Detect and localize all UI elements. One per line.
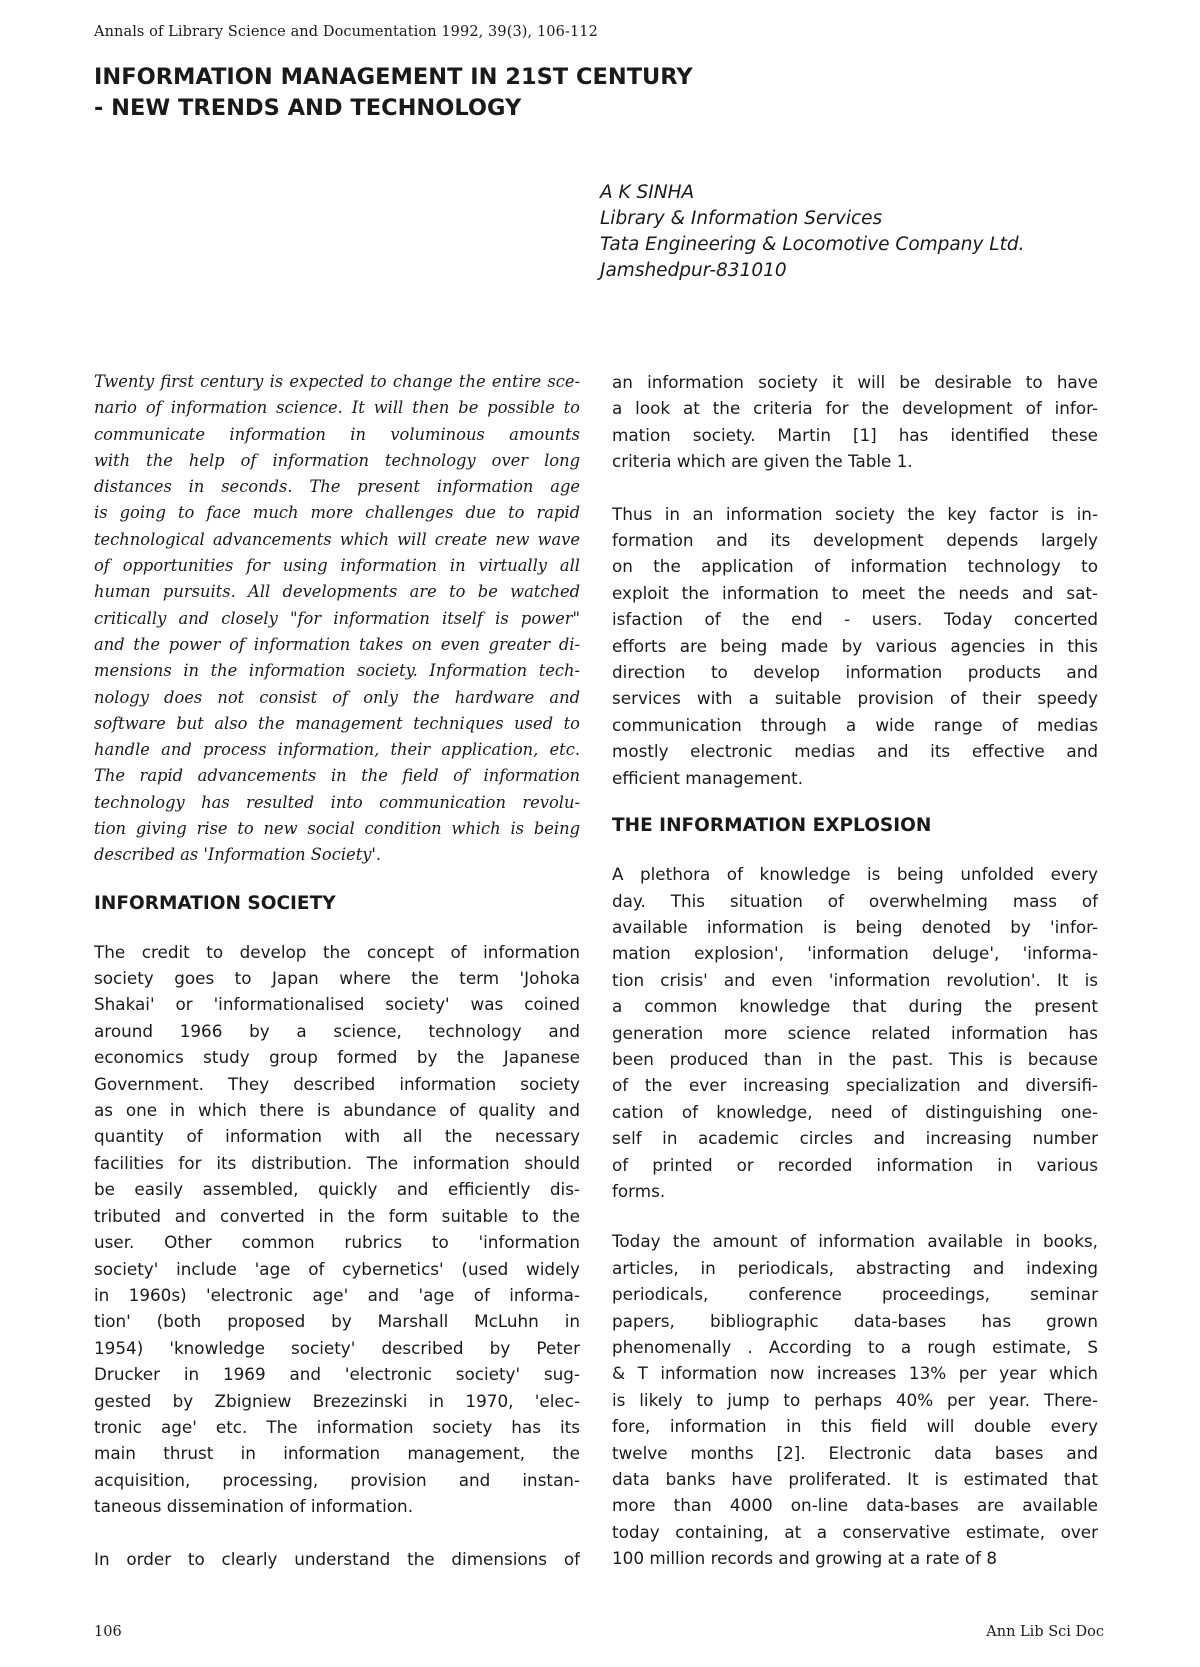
paragraph-line: articles, in periodicals, abstracting and indexing xyxy=(612,1257,1098,1278)
journal-abbreviation: Ann Lib Sci Doc xyxy=(986,1624,1104,1640)
paragraph-plethora xyxy=(612,861,1098,1204)
paragraph-line: nario of information science. It will then be possible to xyxy=(94,398,580,418)
paragraph-line: society goes to Japan where the term 'Johoka xyxy=(94,968,580,989)
paragraph-line: generation more science related information has xyxy=(612,1022,1098,1043)
paragraph-line: mensions in the information society. Information tech- xyxy=(94,661,580,681)
paragraph-line: Shakai' or 'informationalised society' was coined xyxy=(94,994,580,1015)
paragraph-line: services with a suitable provision of their speedy xyxy=(612,688,1098,709)
paragraph-line: of the ever increasing specialization and diversifi- xyxy=(612,1075,1098,1096)
paragraph-line: tion crisis' and even 'information revolution'. It is xyxy=(612,969,1098,990)
paragraph-line: technology has resulted into communication revolu- xyxy=(94,792,580,812)
paragraph-line: more than 4000 on-line data-bases are available xyxy=(612,1495,1098,1516)
paragraph-line: software but also the management techniques used to xyxy=(94,713,580,733)
paragraph-line: mation society. Martin [1] has identified these xyxy=(612,424,1098,445)
paragraph-line: described as 'Information Society'. xyxy=(94,845,382,865)
paragraph-line: human pursuits. All developments are to be watched xyxy=(94,582,580,602)
section-heading-information-society: INFORMATION SOCIETY xyxy=(94,892,336,914)
paragraph-line: Twenty first century is expected to change the entire sce- xyxy=(94,372,580,391)
paragraph-line: distances in seconds. The present information age xyxy=(94,477,580,497)
paragraph-line: communication through a wide range of medias xyxy=(612,714,1098,735)
paragraph-line: with the help of information technology over long xyxy=(94,450,580,470)
paragraph-information-society xyxy=(94,939,580,1520)
paragraph-line: be easily assembled, quickly and efficiently dis- xyxy=(94,1179,580,1200)
paragraph-line: today containing, at a conservative estimate, over xyxy=(612,1521,1098,1542)
paragraph-line: tion' (both proposed by Marshall McLuhn in xyxy=(94,1311,580,1332)
paragraph-line: Today the amount of information available in books, xyxy=(612,1231,1098,1252)
paragraph-line: papers, bibliographic data-bases has grown xyxy=(612,1310,1098,1331)
paragraph-line: fore, information in this field will double every xyxy=(612,1416,1098,1437)
paragraph-line: twelve months [2]. Electronic data bases and xyxy=(612,1442,1098,1463)
paragraph-line: periodicals, conference proceedings, seminar xyxy=(612,1284,1098,1305)
paragraph-line: quantity of information with all the necessary xyxy=(94,1126,580,1147)
paragraph-line: nology does not consist of only the hardware and xyxy=(94,687,580,707)
paragraph-line: Drucker in 1969 and 'electronic society' sug- xyxy=(94,1364,580,1385)
paragraph-line: acquisition, processing, provision and instan- xyxy=(94,1469,580,1490)
author-department: Library & Information Services xyxy=(600,208,883,229)
paragraph-line: Thus in an information society the key factor is in- xyxy=(612,503,1098,524)
paragraph-criteria xyxy=(612,369,1098,475)
paragraph-line: 100 million records and growing at a rate of 8 xyxy=(612,1548,998,1569)
paragraph-line: isfaction of the end - users. Today concerted xyxy=(612,609,1098,630)
paragraph-amount-of-information xyxy=(612,1228,1098,1571)
paragraph-line: of printed or recorded information in various xyxy=(612,1154,1098,1175)
paragraph-line: is going to face much more challenges due to rapid xyxy=(94,503,580,523)
paragraph-line: around 1966 by a science, technology and xyxy=(94,1020,580,1041)
section-heading-information-explosion: THE INFORMATION EXPLOSION xyxy=(612,815,932,837)
paragraph-line: formation and its development depends largely xyxy=(612,530,1098,551)
paragraph-line: The credit to develop the concept of information xyxy=(94,941,580,962)
paragraph-line: of opportunities for using information in virtually all xyxy=(94,556,580,576)
title-line: - NEW TRENDS AND TECHNOLOGY xyxy=(94,95,522,121)
paragraph-line: taneous dissemination of information. xyxy=(94,1496,414,1517)
paragraph-line: tronic age' etc. The information society has its xyxy=(94,1416,580,1437)
paragraph-line: self in academic circles and increasing number xyxy=(612,1128,1098,1149)
paragraph-line: mation explosion', 'information deluge', 'informa- xyxy=(612,943,1098,964)
left-column xyxy=(94,369,580,1572)
paragraph-line: phenomenally . According to a rough estimate, S xyxy=(612,1337,1098,1357)
author-name: A K SINHA xyxy=(600,182,695,203)
paragraph-key-factor xyxy=(612,501,1098,791)
paragraph-line: is likely to jump to perhaps 40% per year. There- xyxy=(612,1389,1098,1410)
paragraph-line: communicate information in voluminous amounts xyxy=(94,424,580,444)
paragraph-line: as one in which there is abundance of quality and xyxy=(94,1100,580,1121)
paragraph-line: day. This situation of overwhelming mass of xyxy=(612,890,1098,911)
paragraph-line: forms. xyxy=(612,1180,666,1201)
paragraph-line: an information society it will be desirable to have xyxy=(612,372,1098,392)
paragraph-line: handle and process information, their application, etc. xyxy=(94,740,580,760)
paragraph-line: Government. They described information society xyxy=(94,1073,580,1094)
paragraph-line: direction to develop information products and xyxy=(612,662,1098,683)
paragraph-line: cation of knowledge, need of distinguishing one- xyxy=(612,1101,1098,1122)
paragraph-line: mostly electronic medias and its effective and xyxy=(612,741,1098,762)
paragraph-line: 1954) 'knowledge society' described by Peter xyxy=(94,1337,580,1358)
running-head: Annals of Library Science and Documentation 1992, 39(3), 106-112 xyxy=(94,24,598,40)
paragraph-line: society' include 'age of cybernetics' (used widely xyxy=(94,1258,580,1279)
paragraph-line: data banks have proliferated. It is estimated that xyxy=(612,1469,1098,1490)
paragraph-line: criteria which are given the Table 1. xyxy=(612,451,913,472)
paragraph-line: critically and closely "for information itself is power" xyxy=(94,608,580,628)
paragraph-line: available information is being denoted by 'infor- xyxy=(612,916,1098,937)
paragraph-line: In order to clearly understand the dimensions of xyxy=(94,1548,580,1569)
right-column xyxy=(612,369,1098,1572)
paragraph-line: technological advancements which will create new wave xyxy=(94,529,580,549)
paragraph-line: The rapid advancements in the field of information xyxy=(94,766,580,786)
paragraph-line: a common knowledge that during the present xyxy=(612,996,1098,1017)
paragraph-line: gested by Zbigniew Brezezinski in 1970, 'elec- xyxy=(94,1390,580,1411)
paragraph-dimensions-start xyxy=(94,1546,580,1572)
paragraph-line: facilities for its distribution. The information should xyxy=(94,1152,580,1173)
page-number: 106 xyxy=(94,1624,122,1640)
paragraph-line: main thrust in information management, the xyxy=(94,1443,580,1464)
paragraph-line: efficient management. xyxy=(612,767,804,788)
paragraph-line: economics study group formed by the Japanese xyxy=(94,1047,580,1068)
paragraph-line: tributed and converted in the form suitable to the xyxy=(94,1205,580,1226)
paragraph-line: and the power of information takes on even greater di- xyxy=(94,634,580,654)
author-location: Jamshedpur-831010 xyxy=(600,260,787,281)
author-organization: Tata Engineering & Locomotive Company Ltd. xyxy=(600,234,1025,255)
title-line: INFORMATION MANAGEMENT IN 21ST CENTURY xyxy=(94,64,693,90)
paragraph-line: on the application of information technology to xyxy=(612,556,1098,577)
paragraph-line: A plethora of knowledge is being unfolded every xyxy=(612,864,1098,885)
paragraph-line: & T information now increases 13% per year which xyxy=(612,1363,1098,1384)
author-block xyxy=(600,180,1025,284)
paragraph-line: efforts are being made by various agencies in this xyxy=(612,635,1098,656)
paragraph-line: user. Other common rubrics to 'information xyxy=(94,1232,580,1253)
paragraph-line: tion giving rise to new social condition which is being xyxy=(94,819,580,839)
abstract xyxy=(94,369,580,869)
article-title xyxy=(94,62,693,124)
paragraph-line: been produced than in the past. This is because xyxy=(612,1048,1098,1069)
paragraph-line: in 1960s) 'electronic age' and 'age of informa- xyxy=(94,1284,580,1305)
paragraph-line: a look at the criteria for the development of infor- xyxy=(612,398,1098,419)
paragraph-line: exploit the information to meet the needs and sat- xyxy=(612,582,1098,603)
